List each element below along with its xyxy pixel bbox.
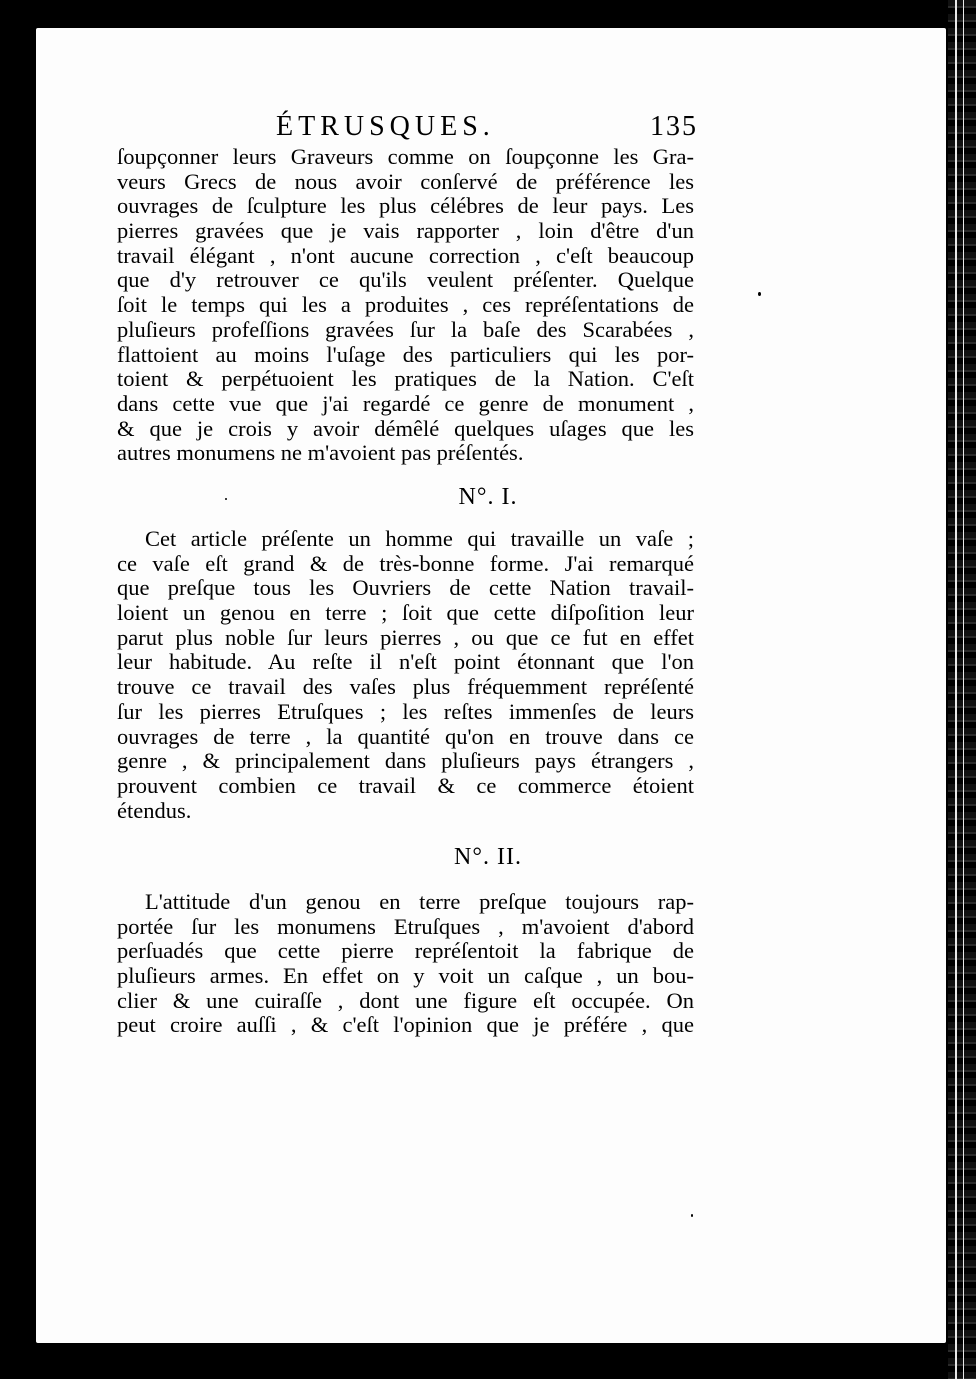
text-line: L'attitude d'un genou en terre preſque toujours rap- bbox=[145, 889, 694, 914]
text-line: ce vaſe eſt grand & de très-bonne forme. J'ai remarqué bbox=[117, 550, 694, 576]
text-line: loient un genou en terre ; ſoit que cette diſpoſition leur bbox=[117, 600, 694, 626]
text-line: toient & perpétuoient les pratiques de la Nation. C'eſt bbox=[117, 366, 694, 392]
text-line: & que je crois y avoir démêlé quelques uſages que les bbox=[117, 415, 694, 441]
text-line: ouvrages de terre , la quantité qu'on en trouve dans ce bbox=[117, 723, 694, 749]
text-line: prouvent combien ce travail & ce commerce étoient bbox=[117, 772, 694, 798]
text-line: leur habitude. Au reſte il n'eſt point étonnant que l'on bbox=[117, 649, 694, 675]
binding-edge bbox=[948, 0, 976, 1379]
text-line: pierres gravées que je vais rapporter , loin d'être d'un bbox=[117, 218, 694, 244]
text-line: portée ſur les monumens Etruſques , m'avoient d'abord bbox=[117, 913, 694, 939]
text-line: clier & une cuiraſſe , dont une figure eſt occupée. On bbox=[117, 987, 694, 1013]
text-line: perſuadés que cette pierre repréſentoit la fabrique de bbox=[117, 938, 694, 964]
running-title: ÉTRUSQUES. bbox=[276, 111, 495, 142]
ink-speck bbox=[758, 292, 761, 296]
section-heading-1: N°. I. bbox=[458, 484, 518, 510]
text-line: que d'y retrouver ce qu'ils veulent préſenter. Quelque bbox=[117, 267, 694, 293]
text-line: étendus. bbox=[117, 797, 192, 823]
ink-speck bbox=[225, 498, 227, 500]
text-line: pluſieurs armes. En effet on y voit un caſque , un bou- bbox=[117, 963, 694, 989]
text-line: pluſieurs profeſſions gravées ſur la baſe des Scarabées , bbox=[117, 316, 694, 342]
edge-line bbox=[963, 0, 964, 1379]
page-number: 135 bbox=[650, 111, 698, 142]
section-1-paragraph bbox=[117, 527, 694, 823]
text-line: ſur les pierres Etruſques ; les reſtes immenſes de leurs bbox=[117, 698, 694, 724]
intro-paragraph bbox=[117, 145, 694, 466]
text-line: dans cette vue que j'ai regardé ce genre de monument , bbox=[117, 390, 694, 416]
section-2-paragraph bbox=[117, 890, 694, 1038]
text-line: peut croire auſſi , & c'eſt l'opinion que je préfére , que bbox=[117, 1012, 694, 1038]
text-line: trouve ce travail des vaſes plus fréquemment repréſenté bbox=[117, 674, 694, 700]
text-line: genre , & principalement dans pluſieurs pays étrangers , bbox=[117, 748, 694, 774]
text-line: travail élégant , n'ont aucune correction , c'eſt beaucoup bbox=[117, 242, 694, 268]
section-heading-2: N°. II. bbox=[454, 844, 522, 870]
text-line: flattoient au moins l'uſage des particuliers qui les por- bbox=[117, 341, 694, 367]
text-line: ſoupçonner leurs Graveurs comme on ſoupçonne les Gra- bbox=[117, 144, 694, 169]
text-line: ſoit le temps qui les a produites , ces repréſentations de bbox=[117, 292, 694, 318]
text-line: autres monumens ne m'avoient pas préſentés. bbox=[117, 440, 524, 466]
edge-line bbox=[955, 0, 957, 1379]
text-line: veurs Grecs de nous avoir conſervé de préférence les bbox=[117, 168, 694, 194]
ink-speck bbox=[691, 1214, 693, 1217]
text-line: Cet article préſente un homme qui travaille un vaſe ; bbox=[145, 526, 694, 551]
text-line: que preſque tous les Ouvriers de cette Nation travail- bbox=[117, 575, 694, 601]
page-header bbox=[0, 103, 976, 143]
text-line: parut plus noble ſur leurs pierres , ou que ce fut en effet bbox=[117, 624, 694, 650]
text-line: ouvrages de ſculpture les plus célébres de leur pays. Les bbox=[117, 193, 694, 219]
